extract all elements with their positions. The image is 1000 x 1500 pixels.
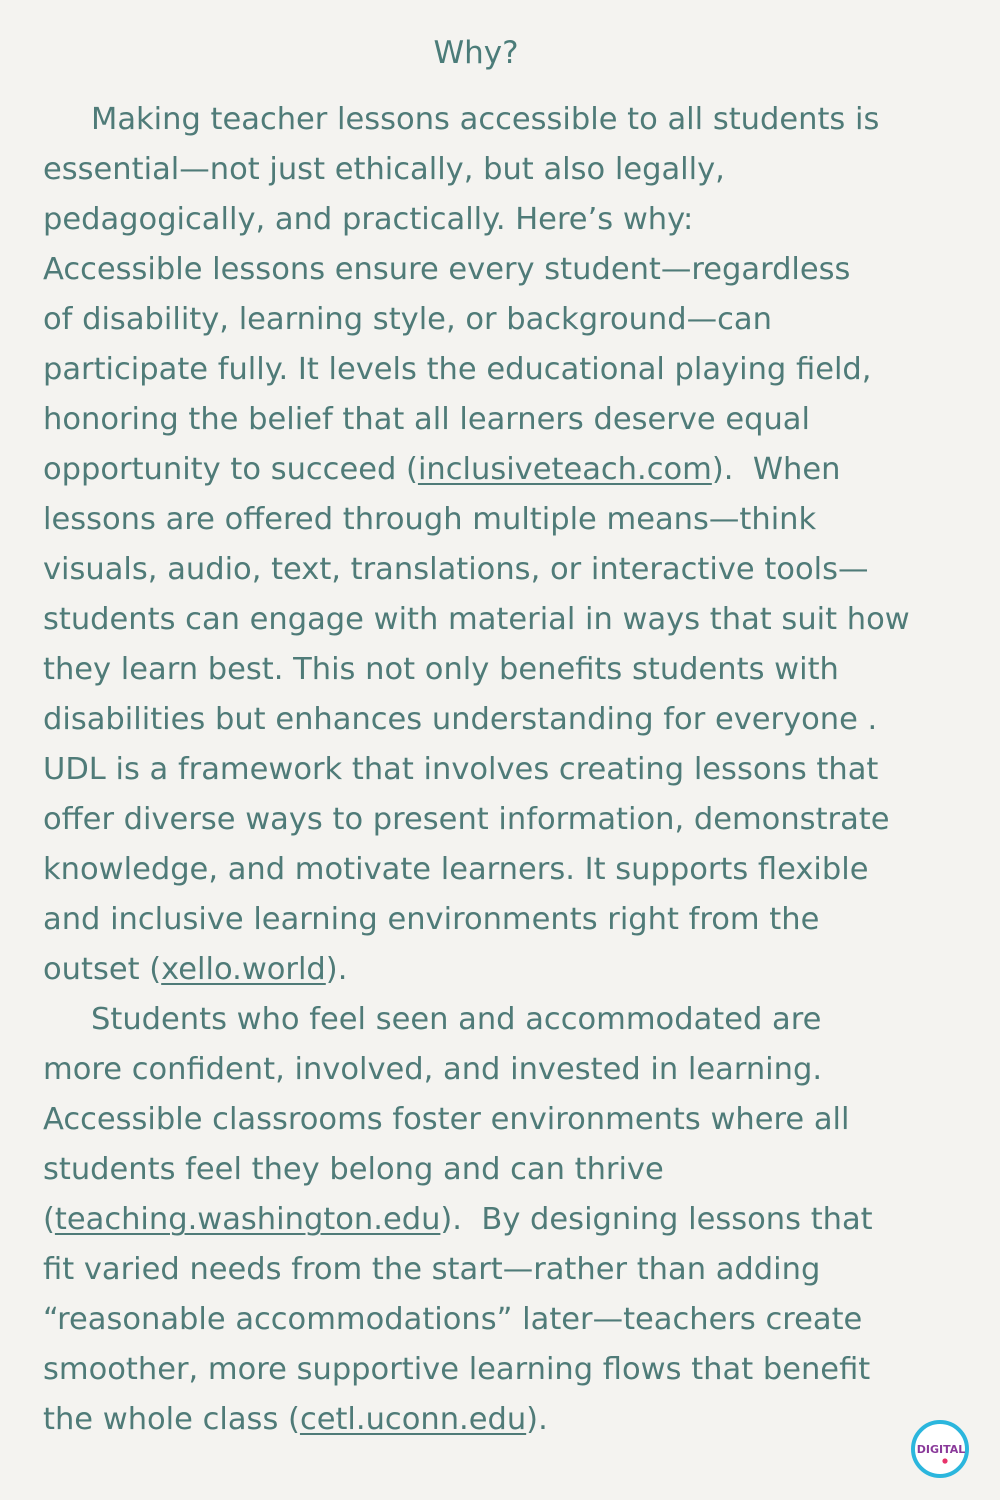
text-line xyxy=(43,645,963,695)
text-line xyxy=(43,945,963,995)
text-segment: more confident, involved, and invested in learning. xyxy=(43,1052,823,1087)
text-segment: offer diverse ways to present information, demonstrate xyxy=(43,802,890,837)
text-line xyxy=(43,395,963,445)
text-line xyxy=(43,1145,963,1195)
text-line xyxy=(43,445,963,495)
text-segment: Making teacher lessons accessible to all students is xyxy=(91,102,880,137)
source-link[interactable]: teaching.washington.edu xyxy=(54,1202,441,1237)
text-segment: ). When xyxy=(711,452,841,487)
text-line xyxy=(43,995,963,1045)
text-segment: pedagogically, and practically. Here’s why: xyxy=(43,202,694,237)
text-line xyxy=(43,895,963,945)
logo xyxy=(910,1419,970,1479)
text-segment: “reasonable accommodations” later—teachers create xyxy=(43,1302,863,1337)
text-line xyxy=(43,245,963,295)
text-line xyxy=(43,845,963,895)
body-text xyxy=(43,95,963,1445)
text-line xyxy=(43,1195,963,1245)
text-segment: students feel they belong and can thrive xyxy=(43,1152,664,1187)
text-line xyxy=(43,695,963,745)
logo-text: DIGITAL xyxy=(916,1443,966,1456)
text-segment: ). xyxy=(526,1402,548,1437)
text-segment: knowledge, and motivate learners. It supports flexible xyxy=(43,852,869,887)
text-segment: essential—not just ethically, but also legally, xyxy=(43,152,725,187)
text-line xyxy=(43,1045,963,1095)
page-title: Why? xyxy=(433,35,519,71)
text-segment: students can engage with material in ways that suit how xyxy=(43,602,910,637)
text-segment: Accessible classrooms foster environments where all xyxy=(43,1102,850,1137)
text-segment: UDL is a framework that involves creating lessons that xyxy=(43,752,879,787)
source-link[interactable]: cetl.uconn.edu xyxy=(299,1402,527,1437)
text-line xyxy=(43,745,963,795)
text-line xyxy=(43,795,963,845)
text-segment: of disability, learning style, or background—can xyxy=(43,302,772,337)
text-line xyxy=(43,345,963,395)
text-line xyxy=(43,1295,963,1345)
text-line xyxy=(43,295,963,345)
text-segment: fit varied needs from the start—rather than adding xyxy=(43,1252,821,1287)
text-segment: Accessible lessons ensure every student—regardless xyxy=(43,252,851,287)
text-segment: ). xyxy=(325,952,348,987)
logo-dot xyxy=(942,1458,947,1463)
text-line xyxy=(43,145,963,195)
text-line xyxy=(43,1095,963,1145)
text-line xyxy=(43,1395,963,1445)
text-segment: lessons are offered through multiple means—think xyxy=(43,502,817,537)
text-line xyxy=(43,495,963,545)
text-line xyxy=(43,545,963,595)
text-line xyxy=(43,1245,963,1295)
text-segment: honoring the belief that all learners deserve equal xyxy=(43,402,810,437)
text-segment: they learn best. This not only benefits students with xyxy=(43,652,839,687)
text-segment: and inclusive learning environments right from the xyxy=(43,902,820,937)
source-link[interactable]: inclusiveteach.com xyxy=(417,452,712,487)
text-segment: opportunity to succeed ( xyxy=(43,452,418,487)
text-segment: Students who feel seen and accommodated are xyxy=(91,1002,822,1037)
text-line xyxy=(43,195,963,245)
text-segment: the whole class ( xyxy=(43,1402,300,1437)
text-line xyxy=(43,1345,963,1395)
text-segment: outset ( xyxy=(43,952,162,987)
text-line xyxy=(43,595,963,645)
text-segment: participate fully. It levels the educational playing field, xyxy=(43,352,872,387)
logo-badge-icon xyxy=(910,1419,970,1479)
text-segment: disabilities but enhances understanding for everyone . xyxy=(43,702,878,737)
text-segment: ( xyxy=(43,1202,55,1237)
text-segment: ). By designing lessons that xyxy=(440,1202,873,1237)
source-link[interactable]: xello.world xyxy=(161,952,326,987)
text-line xyxy=(43,95,963,145)
text-segment: smoother, more supportive learning flows that benefit xyxy=(43,1352,871,1387)
text-segment: visuals, audio, text, translations, or interactive tools— xyxy=(43,552,869,587)
